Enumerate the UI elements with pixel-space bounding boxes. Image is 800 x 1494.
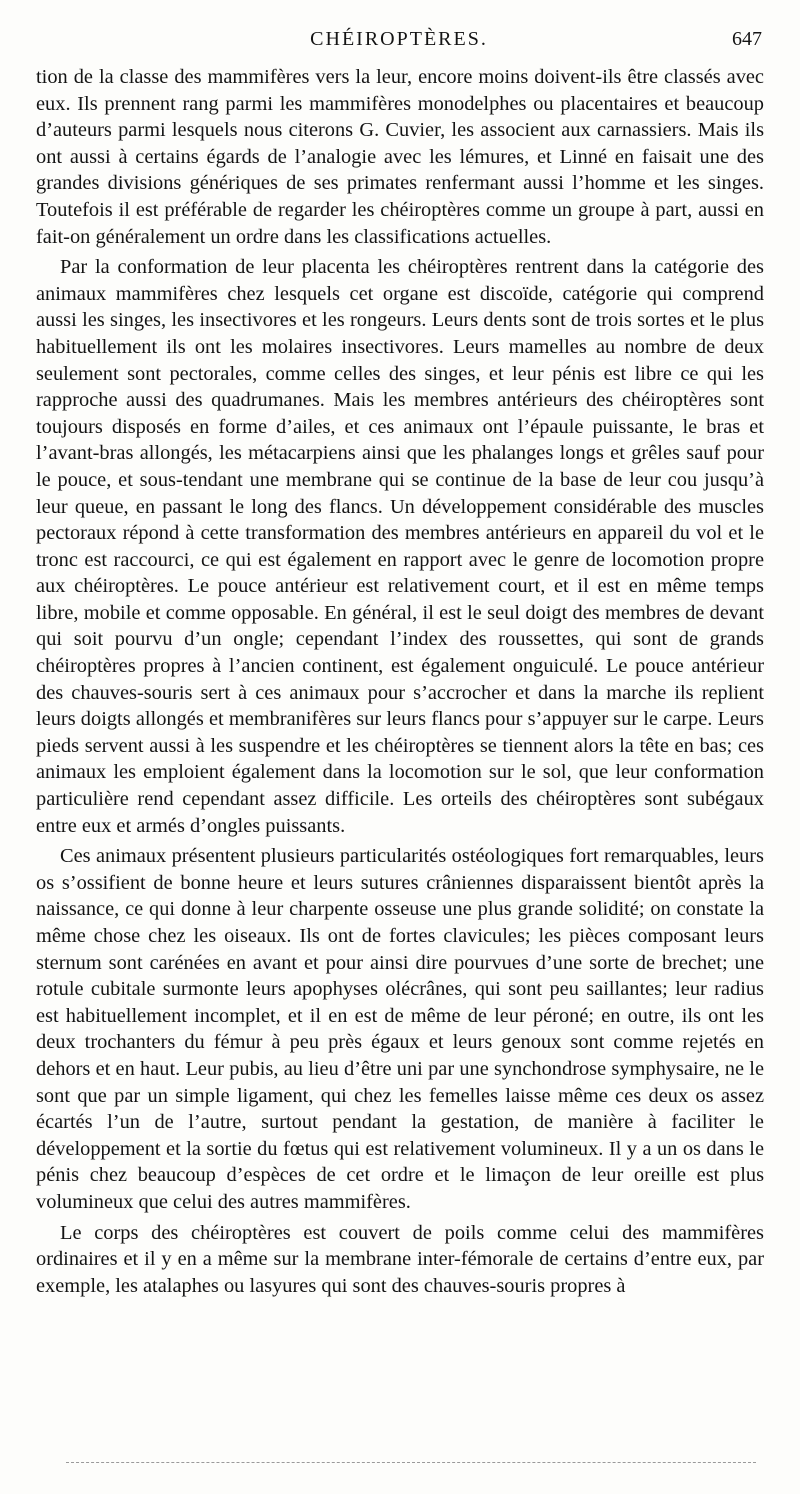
paragraph-placenta: Par la conformation de leur placenta les chéiroptères rentrent dans la catégorie des animaux mammifères chez lesquels cet organe est discoïde, catégorie qui comprend aussi les singes, les insectivores et les rongeurs. Leurs dents sont de trois sortes et le plus habituellement ils ont les molaires insectivores. Leurs mamelles au nombre de deux seulement sont pectorales, comme celles des singes, et leur pénis est libre ce qui les rapproche aussi des quadrumanes. Mais les membres antérieurs des chéiroptères sont toujours disposés en forme d’ailes, et ces animaux ont l’épaule puissante, le bras et l’avant-bras allongés, les métacarpiens ainsi que les phalanges longs et grêles sauf pour le pouce, et sous-tendant une membrane qui se continue de la base de leur cou jusqu’à leur queue, en passant le long des flancs. Un développement considérable des muscles pectoraux répond à cette transformation des membres antérieurs en appareil du vol et le tronc est raccourci, ce qui est également en rapport avec le genre de locomotion propre aux chéiroptères. Le pouce antérieur est relativement court, et il est en même temps libre, mobile et comme opposable. En général, il est le seul doigt des membres de devant qui soit pourvu d’un ongle; cependant l’index des roussettes, qui sont de grands chéiroptères propres à l’ancien continent, est également onguiculé. Le pouce antérieur des chauves-souris sert à ces animaux pour s’accrocher et dans la marche ils replient leurs doigts allongés et membranifères sur leurs flancs pour s’appuyer sur le carpe. Leurs pieds servent aussi à les suspendre et les chéiroptères se tiennent alors la tête en bas; ces animaux les emploient également dans la locomotion sur le sol, que leur conformation particulière rend cependant assez difficile. Les orteils des chéiroptères sont subégaux entre eux et armés d’ongles puissants. — [36, 256, 764, 837]
page-number: 647 — [732, 28, 762, 50]
paragraph-continued: tion de la classe des mammifères vers la leur, encore moins doivent-ils être classés avec eux. Ils prennent rang parmi les mammifères monodelphes ou placentaires et beaucoup d’auteurs parmi lesquels nous citerons G. Cuvier, les associent aux carnassiers. Mais ils ont aussi à certains égards de l’analogie avec les lémures, et Linné en faisait une des grandes divisions génériques de ses primates renfermant aussi l’homme et les singes. Toutefois il est préférable de regarder les chéiroptères comme un groupe à part, aussi en fait-on généralement un ordre dans les classifications actuelles. — [36, 66, 764, 248]
footer-rule — [66, 1462, 756, 1463]
paragraph-fur: Le corps des chéiroptères est couvert de poils comme celui des mammifères ordinaires et il y en a même sur la membrane inter-fémorale de certains d’entre eux, par exemple, les atalaphes ou lasyures qui sont des chauves-souris propres à — [36, 1221, 764, 1297]
running-header — [36, 28, 762, 58]
paragraph-osteology: Ces animaux présentent plusieurs particularités ostéologiques fort remarquables, leurs os s’ossifient de bonne heure et leurs sutures crâniennes disparaissent bientôt après la naissance, ce qui donne à leur charpente osseuse une plus grande solidité; on constate la même chose chez les oiseaux. Ils ont de fortes clavicules; les pièces composant leurs sternum sont carénées en avant et pour ainsi dire pourvues d’une sorte de brechet; une rotule cubitale surmonte leurs apophyses olécrânes, qui sont peu saillantes; leur radius est habituellement incomplet, et il en est de même de leur péroné; en outre, ils ont les deux trochanters du fémur à peu près égaux et leurs genoux sont comme rejetés en dehors et en haut. Leur pubis, au lieu d’être uni par une synchondrose symphysaire, ne le sont que par un simple ligament, qui chez les femelles laisse même ces deux os assez écartés l’un de l’autre, surtout pendant la gestation, de manière à faciliter le développement et la sortie du fœtus qui est relativement volumineux. Il y a un os dans le pénis chez beaucoup d’espèces de cet ordre et le limaçon de leur oreille est plus volumineux que celui des autres mammifères. — [36, 845, 764, 1213]
page-body — [36, 64, 764, 1299]
running-title: CHÉIROPTÈRES. — [310, 28, 488, 50]
